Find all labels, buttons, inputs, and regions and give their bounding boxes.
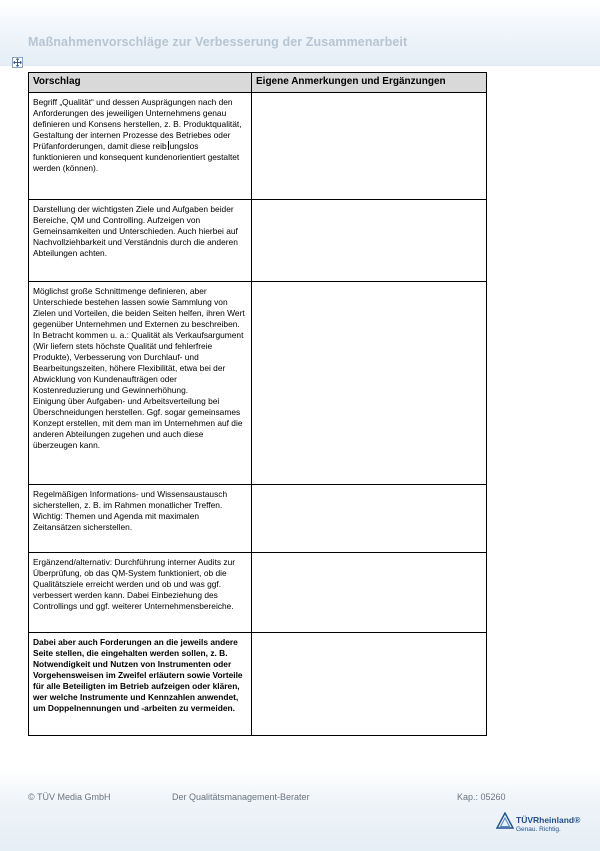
tuv-logo (496, 812, 596, 840)
proposal-cell[interactable]: Ergänzend/alternativ: Durchführung interner Audits zur Überprüfung, ob das QM-System funktioniert, ob die Qualitätsziele erreicht werden und ob und was ggf. verbessert werden kann. Dabei Einbeziehung des Controllings und ggf. weiterer Unternehmensbereiche. (29, 553, 252, 633)
table-header-row (29, 73, 487, 93)
proposal-cell[interactable]: Dabei aber auch Forderungen an die jeweils andere Seite stellen, die eingehalten werden sollen, z. B. Notwendigkeit und Nutzen von Instrumenten oder Vorgehensweisen im Zweifel erläutern sowie Vorteile für alle Beteiligten im Betrieb aufzeigen oder klären, wer welche Instrumente und Kennzahlen anwendet, um Doppelnennungen und -arbeiten zu vermeiden. (29, 633, 252, 736)
proposal-text: Begriff „Qualität“ und dessen Ausprägungen nach den Anforderungen des jeweiligen Unternehmens genau definieren und Konsens herstellen, z. B. Produktqualität, Gestaltung der internen Prozesse des Betriebes oder Prüfanforderungen, damit diese reib (33, 97, 242, 151)
page-title: Maßnahmenvorschläge zur Verbesserung der Zusammenarbeit (28, 35, 408, 49)
notes-cell[interactable] (252, 93, 487, 200)
table-move-icon[interactable] (12, 57, 23, 68)
logo-name: TÜVRheinland® (516, 815, 581, 825)
text-cursor (168, 141, 169, 150)
table-row (29, 200, 487, 282)
table-row (29, 553, 487, 633)
column-header-notes: Eigene Anmerkungen und Ergänzungen (252, 73, 487, 93)
table-row (29, 633, 487, 736)
notes-cell[interactable] (252, 633, 487, 736)
notes-cell[interactable] (252, 485, 487, 553)
notes-cell[interactable] (252, 200, 487, 282)
table-row (29, 485, 487, 553)
column-header-proposal: Vorschlag (29, 73, 252, 93)
proposal-paragraph: Einigung über Aufgaben- und Arbeitsverteilung bei Überschneidungen herstellen. Ggf. sogar gemeinsames Konzept erstellen, mit dem man im Unternehmen auf die anderen Abteilungen zugehen und auch diese überzeugen kann. (33, 396, 243, 450)
proposal-cell[interactable]: Darstellung der wichtigsten Ziele und Aufgaben beider Bereiche, QM und Controlling. Aufzeigen von Gemeinsamkeiten und Unterschieden. Auch hierbei auf Nachvollziehbarkeit und Verständnis durch die anderen Abteilungen achten. (29, 200, 252, 282)
notes-cell[interactable] (252, 553, 487, 633)
page-header-band (0, 0, 600, 66)
notes-cell[interactable] (252, 282, 487, 485)
footer-chapter: Kap.: 05260 (457, 792, 506, 802)
proposal-cell[interactable]: Regelmäßigen Informations- und Wissensaustausch sicherstellen, z. B. im Rahmen monatlicher Treffen. Wichtig: Themen und Agenda mit maximalen Zeitansätzen sicherstellen. (29, 485, 252, 553)
table-row (29, 282, 487, 485)
proposal-paragraph: Möglichst große Schnittmenge definieren, aber Unterschiede bestehen lassen sowie Sammlung von Zielen und Vorteilen, die beiden Seiten helfen, ihren Wert gegenüber Unternehmen und Externen zu beschreiben. (33, 286, 245, 329)
proposal-cell[interactable] (29, 93, 252, 200)
tuv-triangle-icon (496, 812, 514, 830)
footer-copyright: © TÜV Media GmbH (28, 792, 111, 802)
proposal-cell[interactable] (29, 282, 252, 485)
logo-tagline: Genau. Richtig. (516, 826, 561, 833)
proposal-text: ungslos funktionieren und konsequent kundenorientiert gestaltet werden (können). (33, 141, 240, 173)
proposal-paragraph: In Betracht kommen u. a.: Qualität als Verkaufsargument (Wir liefern stets höchste Qualität und fehlerfreie Produkte), Verbesserung von Durchlauf- und Bearbeitungszeiten, höhere Flexibilität, etwa bei der Abwicklung von Kundenaufträgen oder Kostenreduzierung und Gewinnerhöhung. (33, 330, 244, 395)
proposal-table (28, 72, 487, 736)
table-row (29, 93, 487, 200)
footer-publication: Der Qualitätsmanagement-Berater (172, 792, 310, 802)
